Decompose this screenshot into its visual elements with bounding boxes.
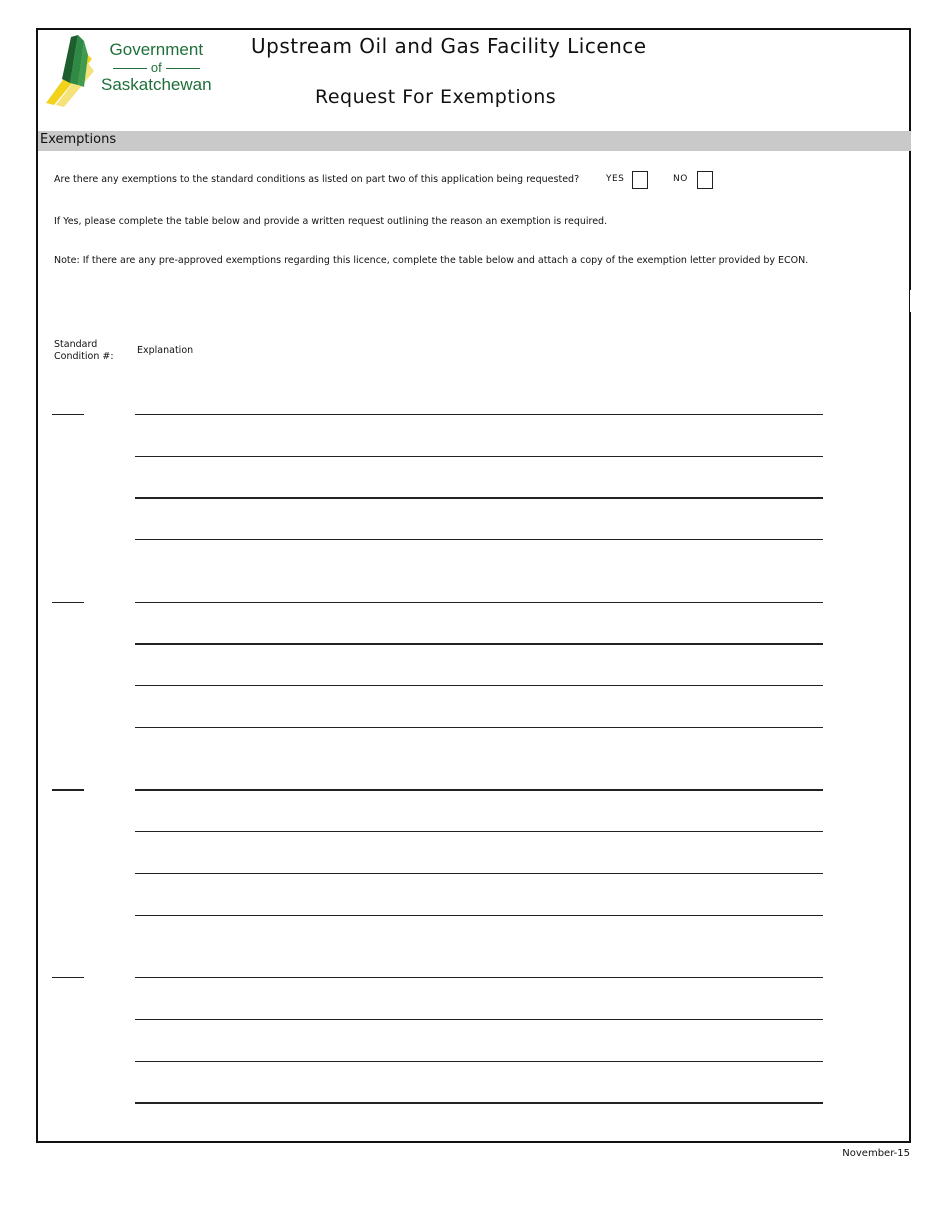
exemption-question: Are there any exemptions to the standard conditions as listed on part two of this application being requested? — [54, 174, 580, 185]
condition-number-field[interactable] — [52, 789, 84, 791]
form-frame — [36, 28, 911, 1143]
logo-line-saskatchewan: Saskatchewan — [101, 75, 212, 94]
explanation-line[interactable] — [135, 873, 823, 874]
explanation-line[interactable] — [135, 727, 823, 728]
logo-text — [101, 41, 212, 93]
explanation-line[interactable] — [135, 1102, 823, 1104]
no-label: NO — [673, 174, 688, 184]
column-header-condition: Standard Condition #: — [54, 339, 114, 363]
logo-line-of: of — [150, 60, 162, 75]
explanation-line[interactable] — [135, 1019, 823, 1020]
column-header-explanation: Explanation — [137, 345, 194, 356]
condition-number-field[interactable] — [52, 602, 84, 603]
explanation-line[interactable] — [135, 456, 823, 457]
if-yes-instruction: If Yes, please complete the table below and provide a written request outlining the reason an exemption is required. — [54, 216, 608, 227]
explanation-line[interactable] — [135, 685, 823, 686]
revision-date: November-15 — [842, 1148, 910, 1159]
explanation-line[interactable] — [135, 789, 823, 791]
explanation-line[interactable] — [135, 1061, 823, 1062]
logo-line-government: Government — [109, 40, 204, 59]
condition-number-field[interactable] — [52, 977, 84, 978]
explanation-line[interactable] — [135, 915, 823, 916]
explanation-line[interactable] — [135, 414, 823, 415]
explanation-line[interactable] — [135, 539, 823, 540]
explanation-line[interactable] — [135, 977, 823, 978]
yes-label: YES — [606, 174, 625, 184]
yes-checkbox[interactable] — [632, 171, 648, 189]
explanation-line[interactable] — [135, 602, 823, 603]
form-subtitle: Request For Exemptions — [315, 86, 557, 108]
no-checkbox[interactable] — [697, 171, 713, 189]
explanation-line[interactable] — [135, 643, 823, 645]
section-header-bar — [38, 131, 911, 151]
form-title: Upstream Oil and Gas Facility Licence — [251, 34, 647, 58]
explanation-line[interactable] — [135, 831, 823, 832]
condition-number-field[interactable] — [52, 414, 84, 415]
explanation-line[interactable] — [135, 497, 823, 499]
pre-approved-note: Note: If there are any pre-approved exemptions regarding this licence, complete the table below and attach a copy of the exemption letter provided by ECON. — [54, 255, 809, 266]
section-label: Exemptions — [40, 132, 117, 147]
